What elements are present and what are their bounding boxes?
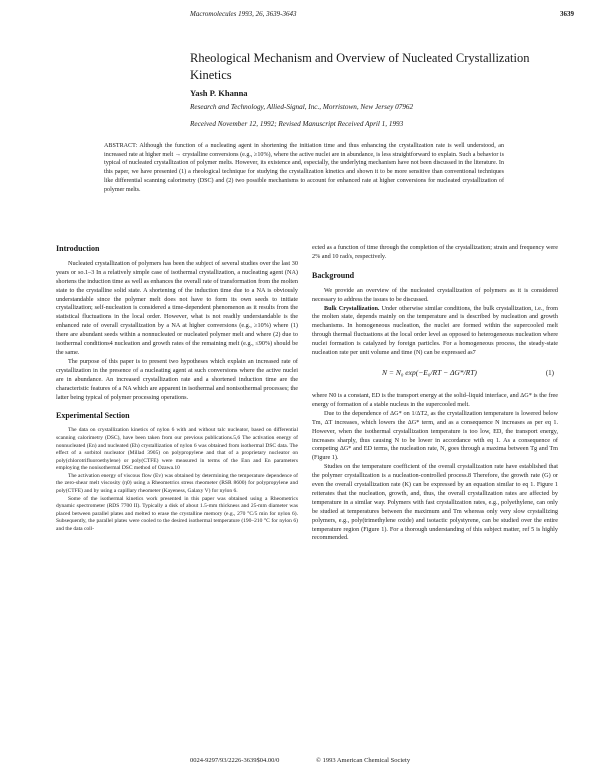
background-heading: Background <box>312 270 355 280</box>
where-paragraph: where N0 is a constant, ED is the transport energy at the solid–liquid interface, and ΔG* is the free energy of formation of a stable nucleus in the supercooled melt. <box>312 391 558 408</box>
received-dates: Received November 12, 1992; Revised Manuscript Received April 1, 1993 <box>190 120 404 128</box>
intro-paragraph-2: The purpose of this paper is to present two hypotheses which explain an increased rate of crystallization in the presence of a nucleating agent at such conversions where the active nuclei are in abundance. An increased crystallization rate and a shortened induction time are the characteristic features of a NA which are apparent in isothermal and nonisothermal processes; the latter being typical of polymer processing operations. <box>56 357 298 401</box>
carry-over-paragraph: ected as a function of time through the completion of the crystallization; strain and frequency were 2% and 10 rad/s, respectively. <box>312 244 558 260</box>
equation-1 <box>312 364 558 386</box>
intro-paragraph-1: Nucleated crystallization of polymers has been the subject of several studies over the last 30 years or so.1–3 In a relatively simple case of isothermal crystallization, a nucleating agent (NA) shortens the induction time as well as enhances the overall rate of transformation from the molten state to the crystalline solid state. A shortening of the induction time due to a NA is obviously understandable since the polymer melt does not have to form its own seeds to initiate crystallization; self-nucleation is considered a time-dependent phenomenon as it results from the statistical fluctuations in the local order. However, what is not readily understandable is the enhanced rate of overall crystallization by a NA at higher conversions (e.g., ≥10%) where (1) there are abundant seeds within a nonnucleated or nucleated polymer melt and where (2) due to isothermal conditions4 nucleation and growth rates of the remaining melt (e.g., ≤90%) should be the same. <box>56 259 298 356</box>
background-paragraph: We provide an overview of the nucleated crystallization of polymers as it is considered necessary to address the issues to be discussed. <box>312 286 558 303</box>
experimental-paragraph-2: The activation energy of viscous flow (Ev) was obtained by determining the temperature dependence of the zero-shear melt viscosity (η0) using a Rheometrics stress rheometer (RSR 8600) for polypropylene and poly(CTFE) and by using a capillary rheometer (Kayeness, Galaxy V) for nylon 6. <box>56 472 298 495</box>
footer-copyright: © 1993 American Chemical Society <box>316 757 411 764</box>
page-number: 3639 <box>560 10 574 18</box>
equation-number: (1) <box>545 368 554 377</box>
equation-text: N = N₀ exp(−E₀/RT − ΔG*/RT) <box>382 367 477 377</box>
abstract: ABSTRACT: Although the function of a nucleating agent in shortening the initiation time and thus enhancing the crystallization rate is well understood, an increased rate at higher melt → crystalline conversions (e.g., ≥10%), where the active nuclei are in abundance, is less straightforward to explain. Such a behavior is typical of nucleated crystallization of polymer melts. However, its existence and, especially, the underlying mechanism have not been discussed in the literature. In this paper, we have presented (1) a rheological technique for studying the crystallization kinetics and shown it to be more sensitive than conventional techniques like differential scanning calorimetry (DSC) and (2) two possible mechanisms to account for enhanced rate at higher conversions for nucleated crystallization of polymer melts. <box>104 143 504 193</box>
experimental-paragraph-3: Some of the isothermal kinetics work presented in this paper was obtained using a Rheometrics dynamic spectrometer (RDS 7700 II). Typically a disk of about 1.5-mm thickness and 25-mm diameter was placed between parallel plates and melted to erase the crystalline memory (e.g., 270 °C/5 min for nylon 6). Subsequently, the parallel plates were cooled to the desired isothermal temperature (190–210 °C for nylon 6) and the data coll- <box>56 495 298 533</box>
bulk-crystallization-heading: Bulk Crystallization. <box>324 304 380 312</box>
journal-citation: Macromolecules 1993, 26, 3639-3643 <box>190 10 297 18</box>
right-column <box>312 244 558 543</box>
affiliation: Research and Technology, Allied-Signal, Inc., Morristown, New Jersey 07962 <box>190 103 414 111</box>
introduction-heading: Introduction <box>56 244 100 253</box>
paper-title: Rheological Mechanism and Overview of Nucleated Crystallization Kinetics <box>190 51 530 82</box>
footer-code: 0024-9297/93/2226-3639$04.00/0 <box>190 757 280 764</box>
experimental-heading: Experimental Section <box>56 411 130 421</box>
bulk-crystallization-text: Under otherwise similar conditions, the bulk crystallization, i.e., from the molten state, depends mainly on the temperature and is described by nucleation and growth mechanisms. In homogeneous nucleation, the nuclei are formed within the supercooled melt through thermal fluctuations at the local order level as opposed to heterogeneous nucleation where nuclei formation is catalyzed by foreign particles. For a homogeneous process, the steady-state nucleation rate per unit volume and time (N) can be expressed as7 <box>312 304 558 357</box>
experimental-paragraph-1: The data on crystallization kinetics of nylon 6 with and without talc nucleator, based on differential scanning calorimetry (DSC), have been taken from our previous publications.5,6 The activation energy of nonnucleated (En) and nucleated (Eh) crystallization of nylon 6 was obtained from isothermal DSC data. The effect of a sorbitol nucleator (Millad 3905) on polypropylene and that of a proprietary nucleator on poly(chlorotrifluoroethylene) or poly(CTFE) were measured in terms of the Enn and En parameters employing the nonisothermal DSC method of Ozawa.10 <box>56 427 298 472</box>
studies-paragraph: Studies on the temperature coefficient of the overall crystallization rate have established that the polymer crystallization is a nucleation-controlled process.8 Therefore, the growth rate (G) or even the overall crystallization rate (K) can be expressed by an equation similar to eq 1. Figure 1 reiterates that the nucleation, growth, and, thus, the overall crystallization rates are affected by temperature in a similar way. Polymers with fast crystallization rates, e.g., polyethylene, can only be studied at temperatures between the maximum and Tm whereas only very slow crystallizing polymers, e.g., poly(trimethylene oxide) and isotactic polystyrene, can be studied over the entire temperature region (Figure 1). For a thorough understanding of this subject matter, ref 5 is highly recommended. <box>312 463 558 542</box>
dependence-paragraph: Due to the dependence of ΔG* on 1/ΔT2, as the crystallization temperature is lowered below Tm, ΔT increases, which lowers the ΔG* term, and as a consequence N increases as per eq 1. However, when the isothermal crystallization temperature is too low, ED, the transport energy, increases sharply, thus causing N to be lower in accordance with eq 1. As a consequence of competing ΔG* and ED terms, the nucleation rate, N, goes through a maxima between Tg and Tm (Figure 1). <box>312 409 558 462</box>
left-column <box>56 245 298 534</box>
bulk-crystallization-paragraph <box>312 305 558 358</box>
author-name: Yash P. Khanna <box>190 88 248 98</box>
